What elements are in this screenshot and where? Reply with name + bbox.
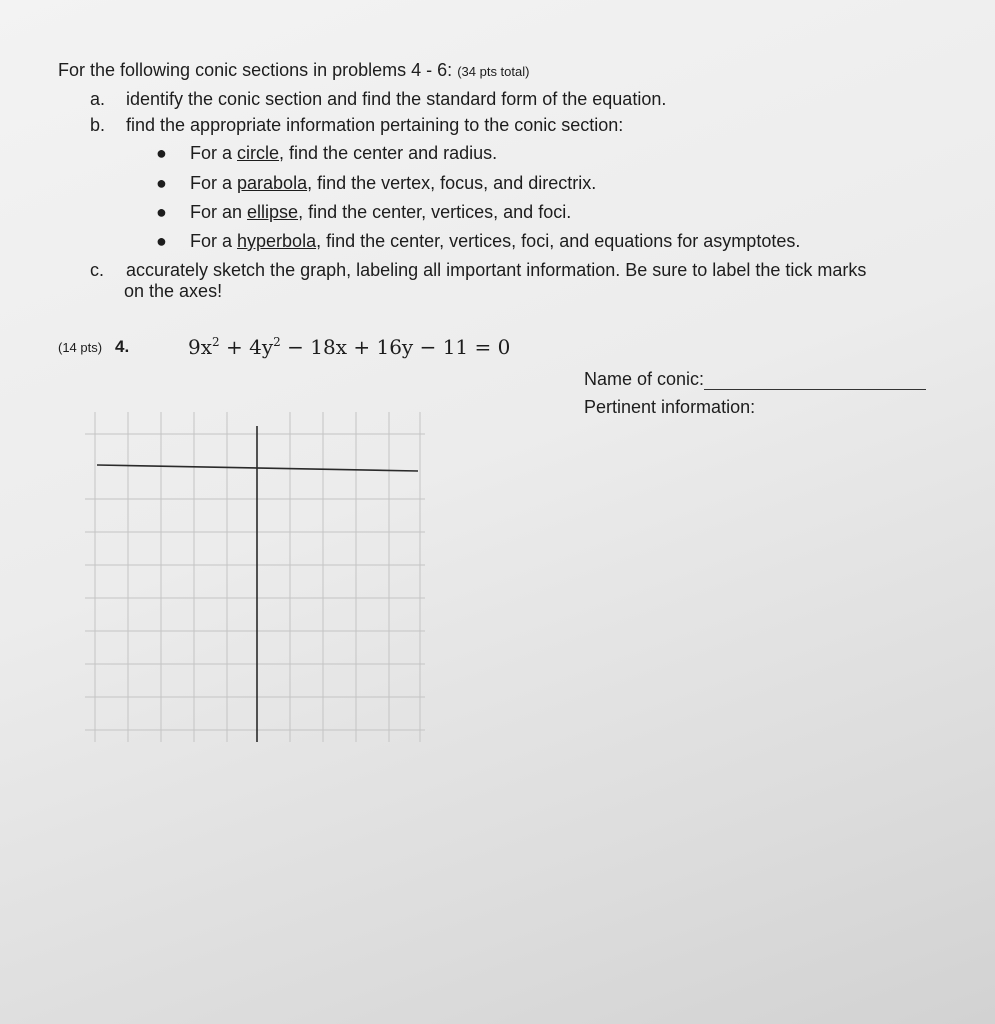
- bullet-text-pre: For a: [190, 173, 238, 193]
- bullet-dot-icon: ●: [156, 231, 167, 251]
- bullet-keyword: hyperbola: [237, 231, 317, 251]
- bullet-text-post: , find the vertex, focus, and directrix.: [307, 173, 597, 193]
- item-c-line2: on the axes!: [124, 281, 223, 301]
- bullet-hyperbola: [156, 231, 801, 252]
- item-a-marker: a.: [90, 89, 106, 109]
- item-b-marker: b.: [90, 115, 106, 135]
- equation: [188, 335, 510, 359]
- bullet-text-pre: For an: [190, 202, 248, 222]
- pertinent-info-label: Pertinent information:: [584, 397, 756, 417]
- bullet-keyword: parabola: [237, 173, 308, 193]
- heading-text: For the following conic sections in problems 4 - 6:: [58, 60, 453, 80]
- bullet-text-post: , find the center, vertices, and foci.: [298, 202, 572, 222]
- equation-term: 9x: [188, 335, 213, 359]
- item-b-text: find the appropriate information pertaining to the conic section:: [126, 115, 624, 135]
- total-points: (34 pts total): [457, 64, 530, 79]
- equation-term: − 18x + 16y − 11 = 0: [280, 335, 511, 359]
- item-c-line1: accurately sketch the graph, labeling all important information. Be sure to label the tick marks: [126, 260, 867, 280]
- grid-lines: [85, 412, 425, 742]
- name-of-conic-blank[interactable]: [704, 373, 926, 390]
- bullet-dot-icon: ●: [156, 173, 167, 193]
- bullet-keyword: circle: [237, 143, 280, 163]
- item-a-text: identify the conic section and find the standard form of the equation.: [126, 89, 667, 109]
- bullet-circle: [156, 143, 498, 164]
- item-b: [90, 115, 624, 136]
- problem-points: (14 pts): [58, 340, 103, 355]
- equation-exponent: 2: [273, 335, 281, 349]
- bullet-ellipse: [156, 202, 572, 223]
- item-c: [90, 260, 867, 281]
- equation-exponent: 2: [212, 335, 220, 349]
- name-of-conic-label: Name of conic:: [584, 369, 705, 389]
- equation-term: + 4y: [219, 335, 274, 359]
- bullet-text-post: , find the center, vertices, foci, and equations for asymptotes.: [316, 231, 801, 251]
- graph-grid[interactable]: [85, 412, 425, 742]
- bullet-text-pre: For a: [190, 143, 238, 163]
- item-c-marker: c.: [90, 260, 105, 280]
- bullet-parabola: [156, 173, 597, 194]
- problem-number: 4.: [115, 337, 130, 356]
- name-of-conic-row: [584, 369, 926, 390]
- item-a: [90, 89, 667, 110]
- bullet-text-post: , find the center and radius.: [279, 143, 498, 163]
- bullet-dot-icon: ●: [156, 202, 167, 222]
- bullet-keyword: ellipse: [247, 202, 299, 222]
- instructions-heading: [58, 60, 529, 81]
- bullet-dot-icon: ●: [156, 143, 167, 163]
- bullet-text-pre: For a: [190, 231, 238, 251]
